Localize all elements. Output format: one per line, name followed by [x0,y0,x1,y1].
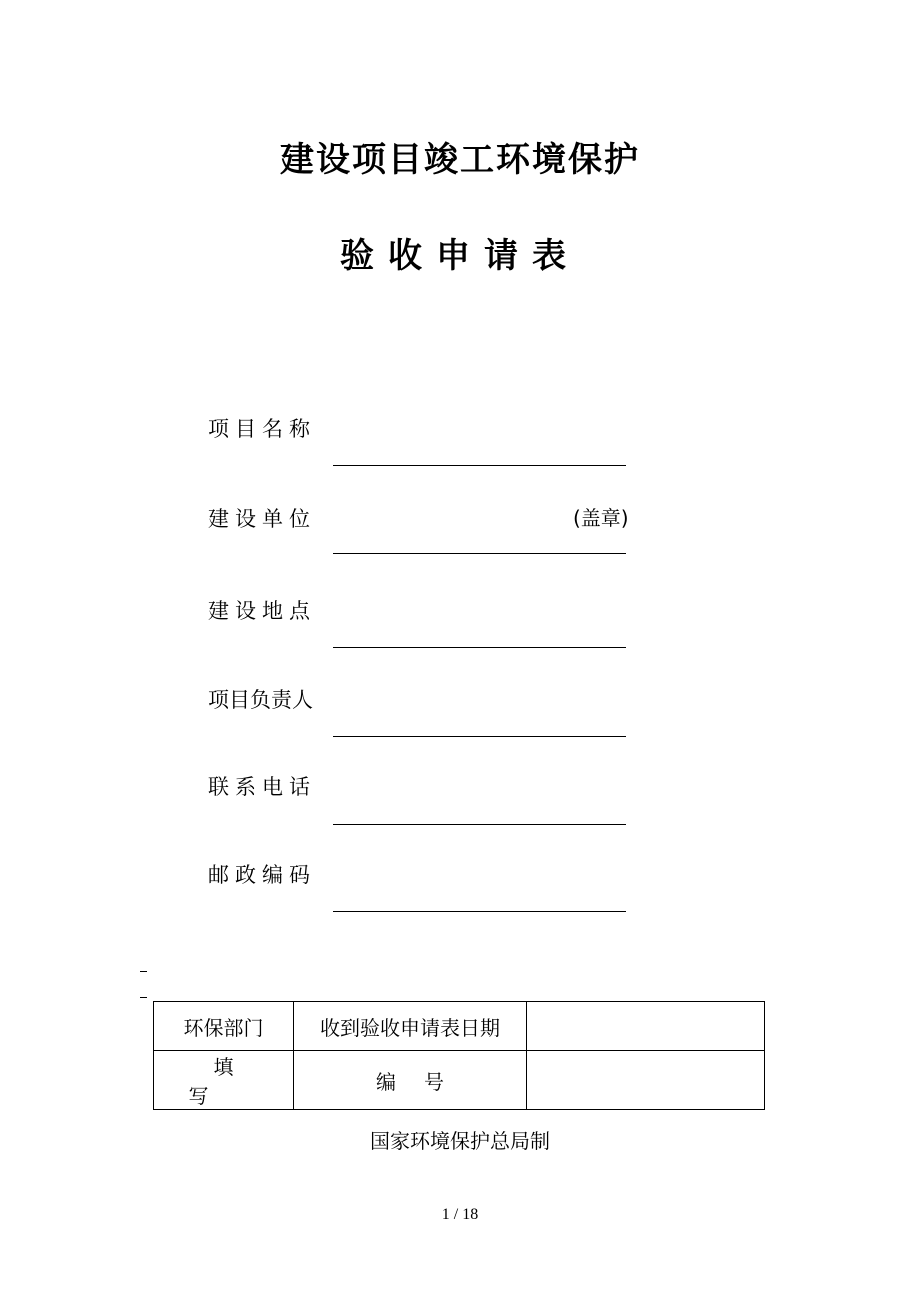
seal-note: (盖章) [573,506,629,530]
table-row [154,1002,765,1051]
dept-fill-table [153,1001,765,1110]
field-line-phone[interactable] [333,824,626,825]
serial-number-label: 编号 [376,1069,473,1094]
field-label-project-manager: 项目负责人 [208,688,313,712]
dept-header-line1: 环保部门 [154,1002,294,1051]
field-line-postal-code[interactable] [333,911,626,912]
field-label-postal-code: 邮政编码 [208,863,316,887]
receipt-date-cell[interactable] [527,1002,765,1051]
field-label-construction-unit: 建设单位 [208,507,316,531]
issuer-text: 国家环境保护总局制 [370,1129,550,1153]
table-row [154,1051,765,1110]
margin-mark [140,971,147,972]
dept-header-line2: 填写 [188,1055,284,1108]
field-label-location: 建设地点 [208,599,316,623]
field-label-project-name: 项目名称 [208,417,316,441]
field-line-project-manager[interactable] [333,736,626,737]
margin-mark [140,997,147,998]
document-title-line2: 验收申请表 [340,236,580,276]
field-line-construction-unit[interactable] [333,553,626,554]
page-number: 1 / 18 [441,1206,479,1223]
field-label-phone: 联系电话 [208,775,316,799]
field-line-project-name[interactable] [333,465,626,466]
receipt-date-label: 收到验收申请表日期 [293,1002,526,1051]
document-title-line1: 建设项目竣工环境保护 [280,140,640,180]
field-line-location[interactable] [333,647,626,648]
serial-number-cell[interactable] [527,1051,765,1110]
